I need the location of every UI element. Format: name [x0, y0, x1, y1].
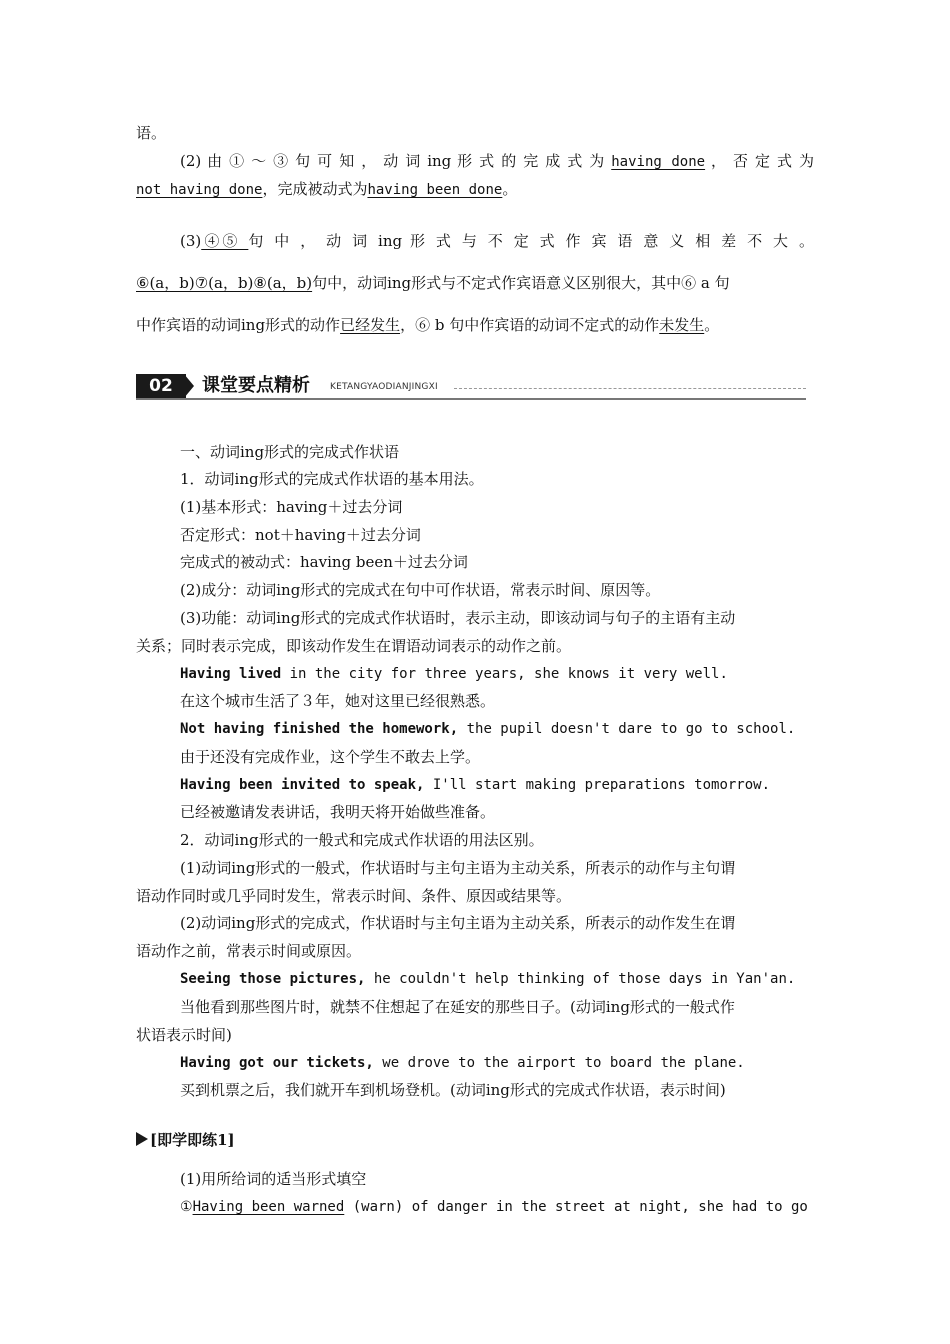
example-en-1	[180, 664, 814, 684]
text: 。	[704, 316, 720, 334]
example-rest: I'll start making preparations tomorrow.	[424, 777, 771, 793]
example-bold: Having got our tickets,	[180, 1055, 374, 1071]
example-zh-1: 在这个城市生活了３年，她对这里已经很熟悉。	[180, 692, 496, 710]
answer-having-been-done: having been done	[367, 182, 503, 198]
text: ，⑥ b 句中作宾语的动词不定式的动作	[400, 316, 660, 334]
paragraph: 关系；同时表示完成，即该动作发生在谓语动词表示的动作之前。	[136, 637, 572, 655]
banner-dashed-rule	[454, 388, 806, 389]
intro-line-5	[136, 273, 814, 293]
answer-not-having-done: not having done	[136, 182, 263, 198]
badge-arrow-icon	[184, 374, 194, 398]
section-banner	[136, 372, 806, 400]
subheading-2: 2．动词ing形式的一般式和完成式作状语的用法区别。	[180, 831, 544, 849]
answer-having-been-warned: Having been warned	[192, 1199, 345, 1215]
example-bold: Having been invited to speak,	[180, 777, 425, 793]
example-zh-4-cont: 状语表示时间)	[136, 1026, 232, 1044]
practice-title-text: [即学即练1]	[150, 1131, 235, 1149]
text: 。	[502, 180, 518, 198]
paragraph: (1)动词ing形式的一般式，作状语时与主句主语为主动关系，所表示的动作与主句谓	[180, 859, 736, 877]
text: 句 中 ， 动 词 ing 形 式 与 不 定 式 作 宾 语 意 义 相 差 不 大 。	[248, 232, 814, 250]
paragraph: 否定形式：not＋having＋过去分词	[180, 526, 421, 544]
answer-not-happened: 未发生	[659, 316, 705, 334]
paragraph: (2)动词ing形式的完成式，作状语时与主句主语为主动关系，所表示的动作发生在谓	[180, 914, 736, 932]
item-number: ①	[180, 1199, 193, 1215]
intro-line-3	[136, 179, 814, 200]
intro-line-6	[136, 315, 814, 335]
text: ， 否 定 式 为	[705, 152, 815, 170]
paragraph: 语动作之前，常表示时间或原因。	[136, 942, 362, 960]
paragraph: (1)基本形式：having＋过去分词	[180, 498, 403, 516]
example-bold: Having lived	[180, 666, 282, 682]
intro-line-4	[180, 231, 814, 251]
example-rest: in the city for three years, she knows it very well.	[281, 666, 728, 682]
text: 语。	[136, 124, 167, 142]
answer-already-happened: 已经发生	[340, 316, 401, 334]
answer-having-done: having done	[611, 154, 706, 170]
text: (3)	[180, 232, 202, 250]
play-triangle-icon	[136, 1132, 148, 1146]
intro-line-1	[136, 123, 814, 143]
example-bold: Seeing those pictures,	[180, 971, 366, 987]
example-en-3	[180, 775, 814, 795]
heading-1: 一、动词ing形式的完成式作状语	[180, 443, 400, 461]
text: ，完成被动式为	[262, 180, 368, 198]
paragraph: (2)成分：动词ing形式的完成式在句中可作状语，常表示时间、原因等。	[180, 581, 661, 599]
example-zh-5: 买到机票之后，我们就开车到机场登机。(动词ing形式的完成式作状语，表示时间)	[180, 1081, 726, 1099]
practice-instruction: (1)用所给词的适当形式填空	[180, 1170, 367, 1188]
example-rest: we drove to the airport to board the plane.	[373, 1055, 745, 1071]
banner-base-rule	[136, 398, 806, 400]
paragraph: 语动作同时或几乎同时发生，常表示时间、条件、原因或结果等。	[136, 887, 572, 905]
paragraph: (3)功能：动词ing形式的完成式作状语时，表示主动，即该动词与句子的主语有主动	[180, 609, 736, 627]
paragraph: 完成式的被动式：having been＋过去分词	[180, 553, 468, 571]
text: (2) 由 ① ～ ③ 句 可 知 ， 动 词 ing 形 式 的 完 成 式 为	[180, 152, 612, 170]
subheading-1: 1．动词ing形式的完成式作状语的基本用法。	[180, 470, 484, 488]
example-en-5	[180, 1053, 814, 1073]
example-zh-3: 已经被邀请发表讲话，我明天将开始做些准备。	[180, 803, 496, 821]
section-title: 课堂要点精析	[202, 375, 310, 396]
example-rest: the pupil doesn't dare to go to school.	[458, 721, 796, 737]
section-number-badge: 02	[136, 374, 186, 398]
practice-title	[136, 1130, 814, 1150]
intro-line-2	[180, 151, 814, 172]
answer-sentences-4-5: ④⑤	[201, 232, 249, 250]
example-zh-4: 当他看到那些图片时，就禁不住想起了在延安的那些日子。(动词ing形式的一般式作	[180, 998, 735, 1016]
section-pinyin: KETANGYAODIANJINGXI	[330, 382, 438, 392]
example-zh-2: 由于还没有完成作业，这个学生不敢去上学。	[180, 748, 481, 766]
example-rest: he couldn't help thinking of those days in Yan'an.	[365, 971, 796, 987]
example-bold: Not having finished the homework,	[180, 721, 459, 737]
practice-item-1	[180, 1197, 814, 1217]
text: 中作宾语的动词ing形式的动作	[136, 316, 341, 334]
example-en-2	[180, 719, 814, 739]
answer-sentences-6-7-8: ⑥(a，b)⑦(a，b)⑧(a，b)	[136, 274, 313, 292]
text: 句中，动词ing形式与不定式作宾语意义区别很大，其中⑥ a 句	[312, 274, 730, 292]
item-text: (warn) of danger in the street at night, she had to go	[344, 1199, 808, 1215]
example-en-4	[180, 969, 814, 989]
